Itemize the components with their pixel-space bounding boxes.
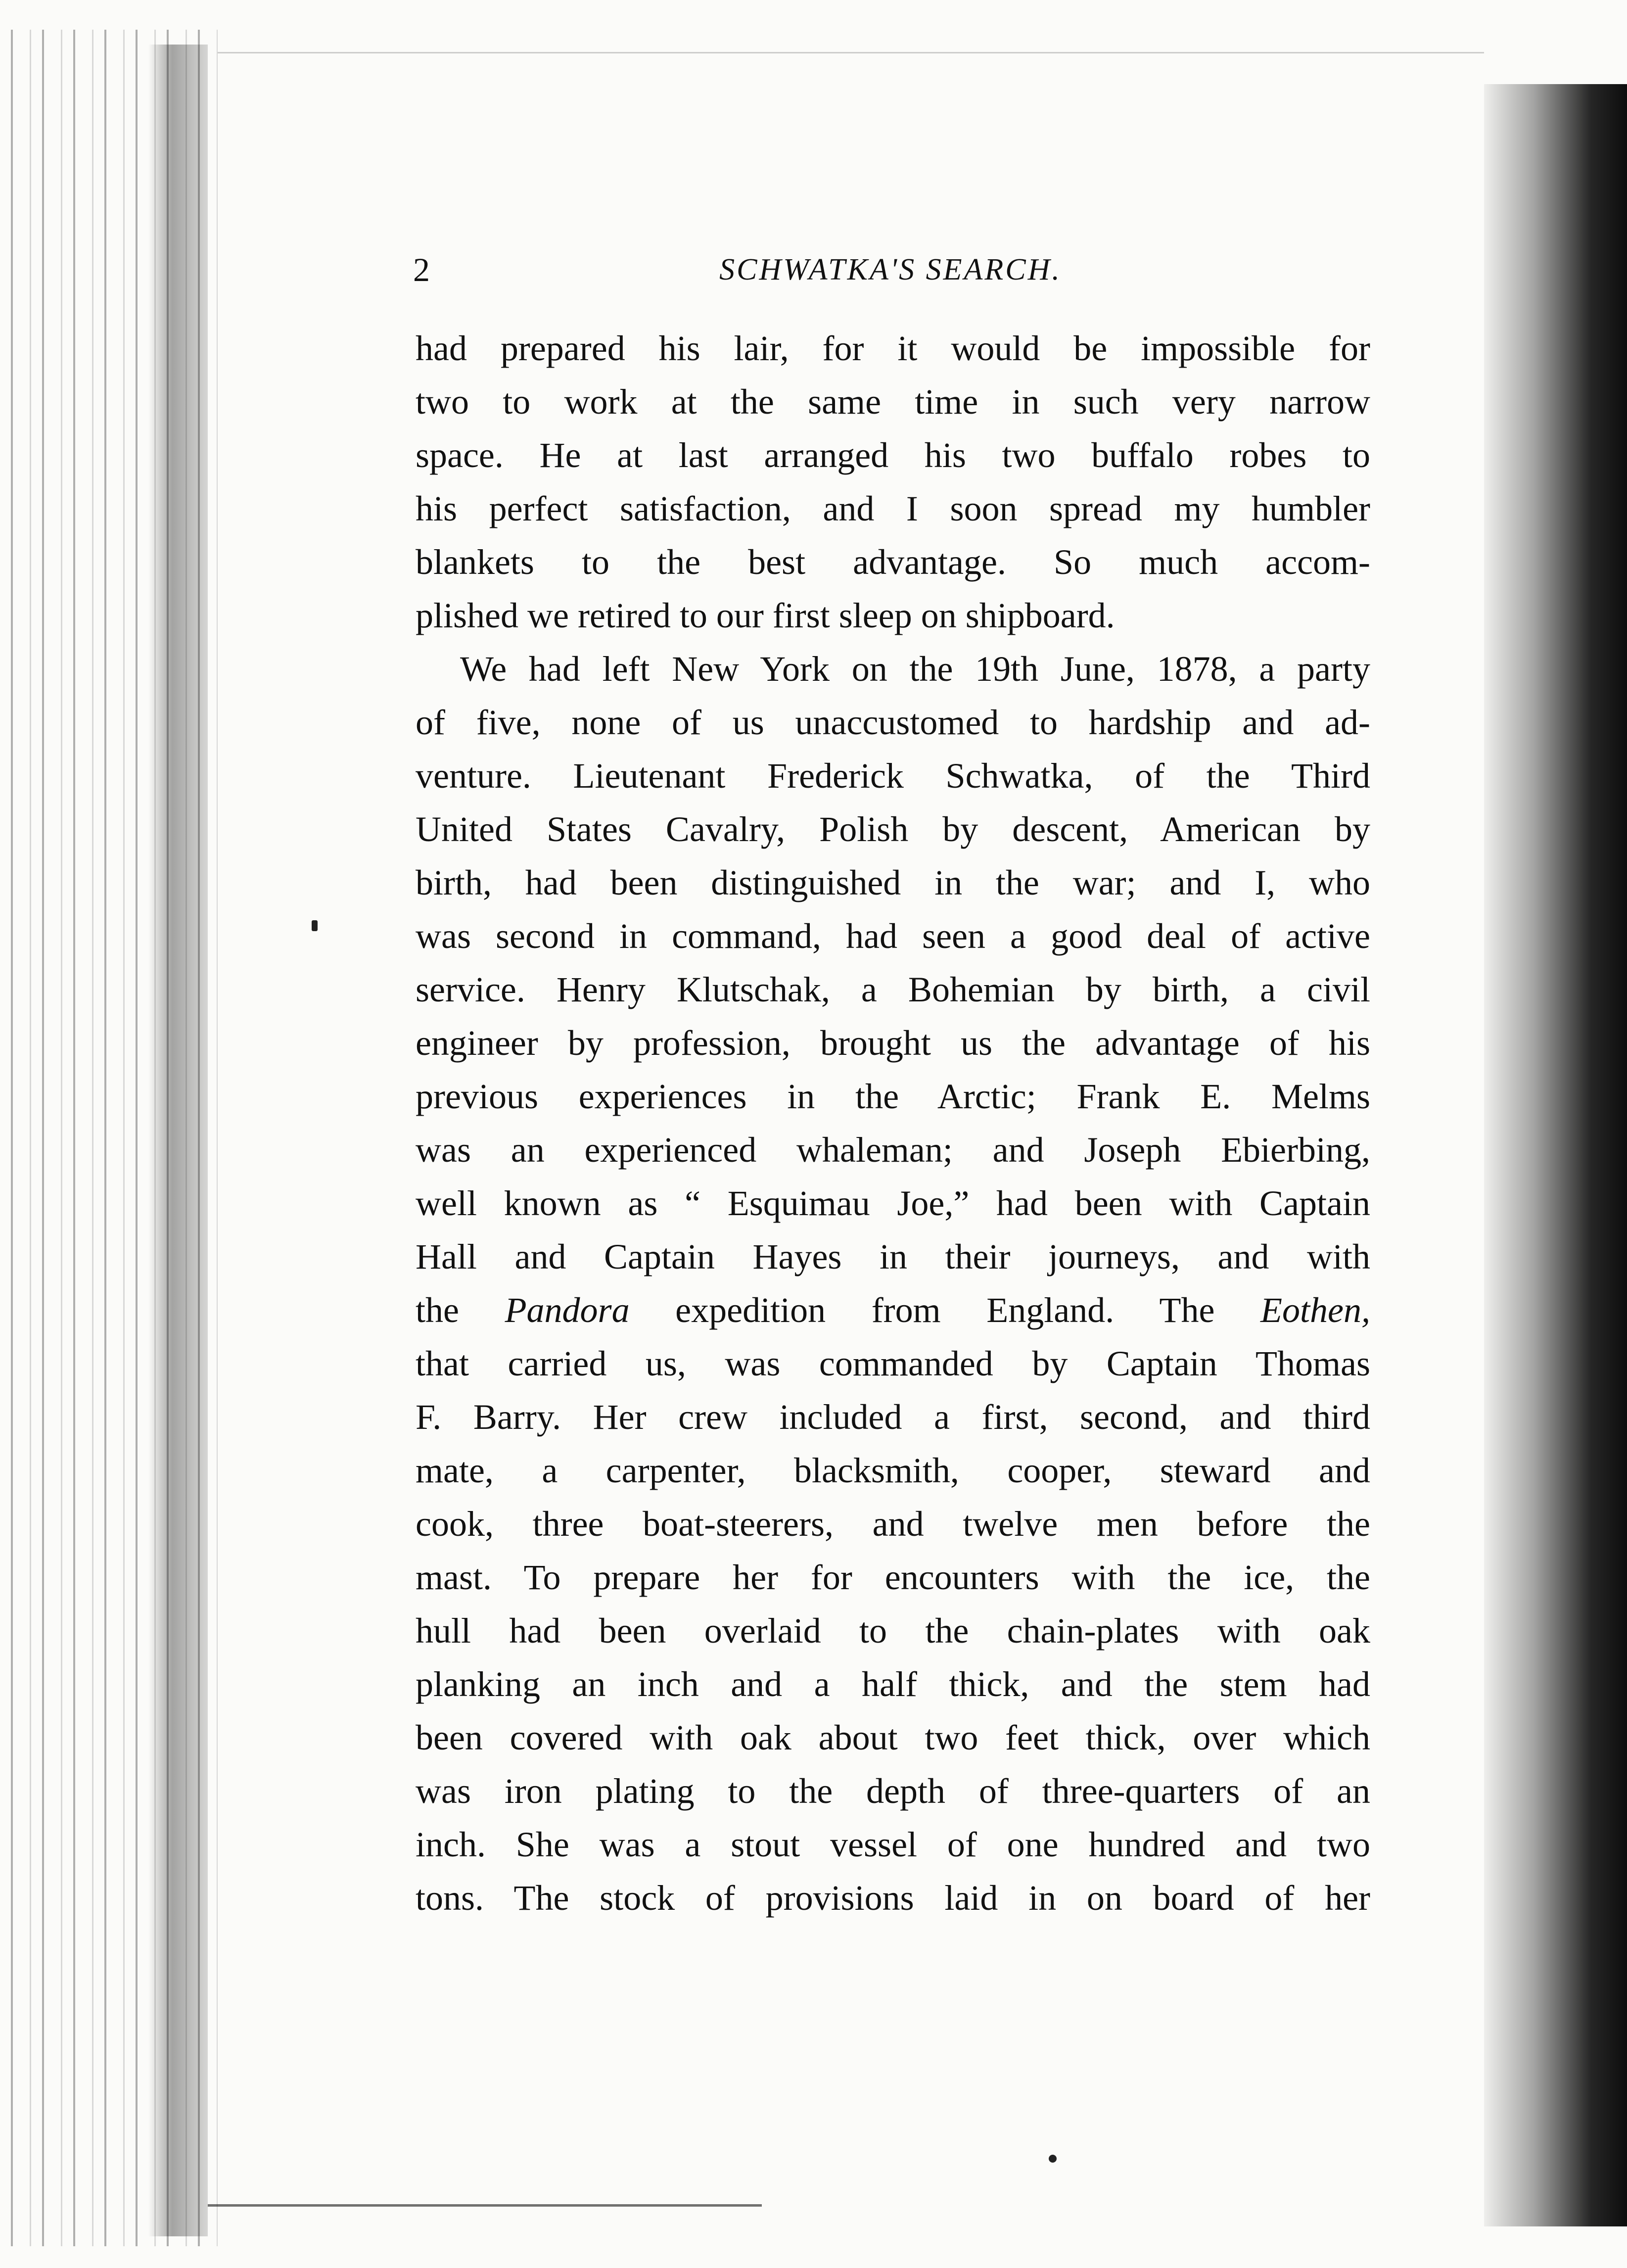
text-line: of five, none of us unaccustomed to hardship and ad- — [416, 703, 1370, 742]
text-line: was an experienced whaleman; and Joseph Ebierbing, — [416, 1130, 1370, 1170]
ship-name-pandora: Pandora — [505, 1290, 630, 1330]
page-number: 2 — [413, 251, 430, 288]
text-line: hull had been overlaid to the chain-plates with oak — [416, 1611, 1370, 1651]
text-line: was iron plating to the depth of three-quarters of an — [416, 1771, 1370, 1811]
text-line: tons. The stock of provisions laid in on board of her — [416, 1878, 1370, 1918]
running-title: SCHWATKA'S SEARCH. — [719, 253, 1062, 286]
text-line: inch. She was a stout vessel of one hundred and two — [416, 1825, 1370, 1864]
body-text — [416, 322, 1370, 1925]
text-line: F. Barry. Her crew included a first, second, and third — [416, 1397, 1370, 1437]
text-line: Hall and Captain Hayes in their journeys, and with — [416, 1237, 1370, 1276]
text-line: mate, a carpenter, blacksmith, cooper, steward and — [416, 1451, 1370, 1490]
text-line: that carried us, was commanded by Captain Thomas — [416, 1344, 1370, 1383]
line-segment: expedition from England. The — [629, 1290, 1261, 1330]
text-line: plished we retired to our first sleep on shipboard. — [416, 596, 1115, 635]
text-line: engineer by profession, brought us the advantage of his — [416, 1023, 1370, 1063]
text-line: was second in command, had seen a good deal of active — [416, 916, 1370, 956]
text-line: been covered with oak about two feet thick, over which — [416, 1718, 1370, 1757]
text-line: We had left New York on the 19th June, 1878, a party — [460, 649, 1370, 689]
text-line: cook, three boat-steerers, and twelve men before the — [416, 1504, 1370, 1544]
text-line: venture. Lieutenant Frederick Schwatka, of the Third — [416, 756, 1370, 796]
ink-speck — [312, 920, 318, 931]
ship-name-eothen: Eothen, — [1260, 1290, 1370, 1330]
text-line: mast. To prepare her for encounters with the ice, the — [416, 1558, 1370, 1597]
text-line: planking an inch and a half thick, and the stem had — [416, 1664, 1370, 1704]
bottom-page-edge — [208, 2204, 762, 2207]
line-segment: the — [416, 1290, 505, 1330]
text-line: his perfect satisfaction, and I soon spread my humbler — [416, 489, 1370, 528]
text-line: space. He at last arranged his two buffalo robes to — [416, 435, 1370, 475]
binding-shadow — [148, 45, 208, 2236]
text-line: United States Cavalry, Polish by descent, American by — [416, 809, 1370, 849]
text-line: blankets to the best advantage. So much accom- — [416, 542, 1370, 582]
text-line-with-italics — [416, 1283, 1370, 1337]
text-line: service. Henry Klutschak, a Bohemian by birth, a civil — [416, 970, 1370, 1009]
text-line: previous experiences in the Arctic; Frank E. Melms — [416, 1077, 1370, 1116]
page-edge-shadow — [1484, 84, 1627, 2226]
running-head — [413, 247, 1368, 292]
text-line: birth, had been distinguished in the war; and I, who — [416, 863, 1370, 902]
ink-speck — [1049, 2155, 1057, 2163]
text-line: two to work at the same time in such very narrow — [416, 382, 1370, 422]
text-line: well known as “ Esquimau Joe,” had been with Captain — [416, 1183, 1370, 1223]
text-line: had prepared his lair, for it would be impossible for — [416, 329, 1370, 368]
top-page-edge — [218, 52, 1484, 53]
